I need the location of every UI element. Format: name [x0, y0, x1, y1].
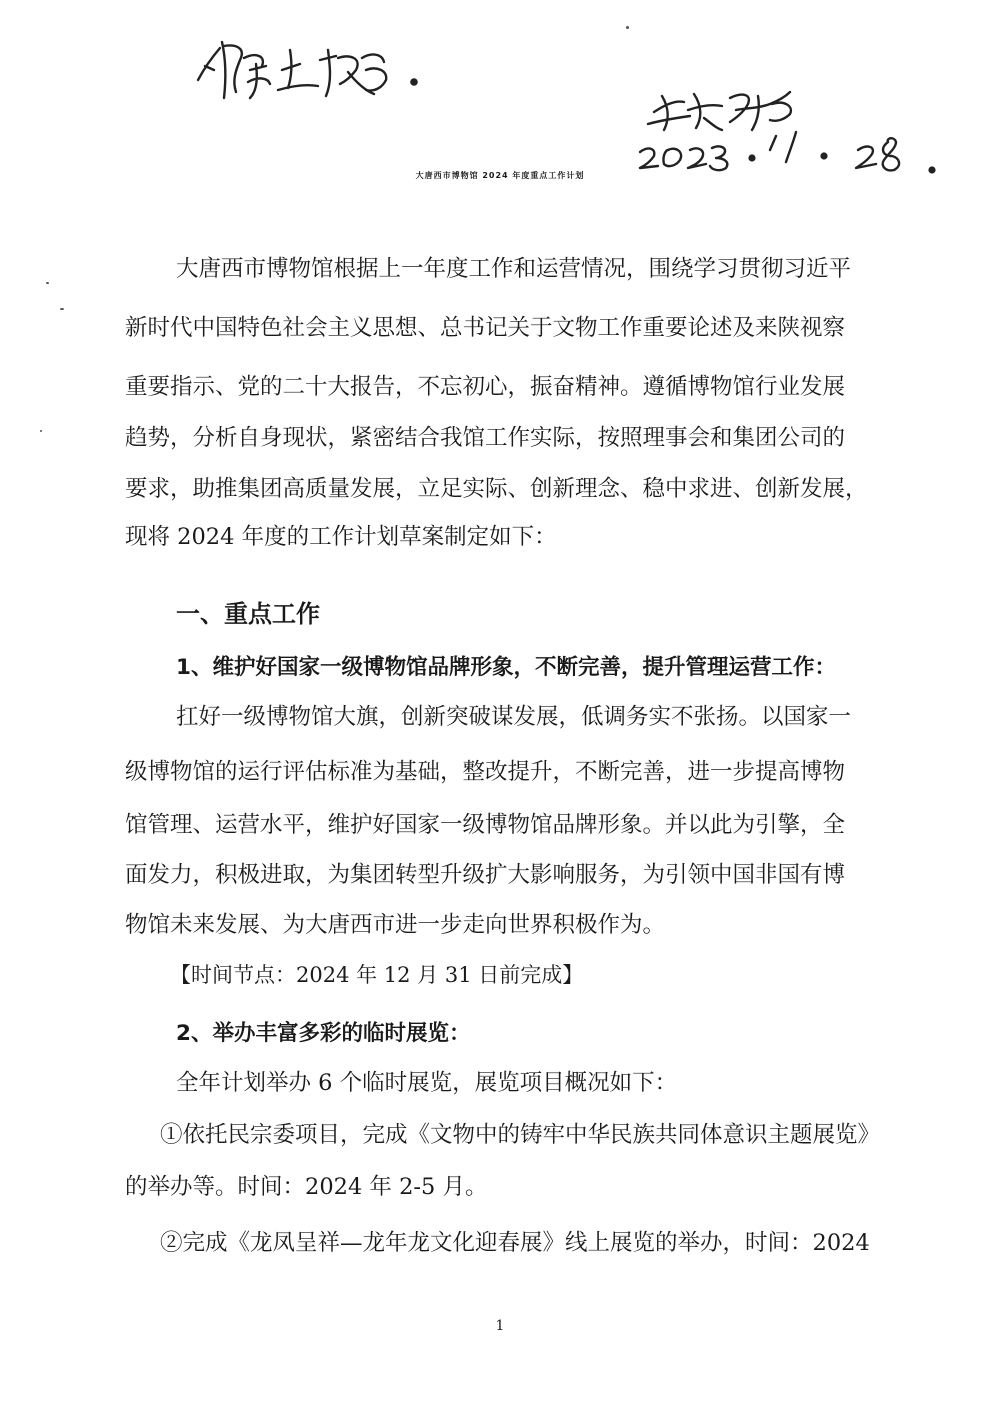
item-2-heading: 2、举办丰富多彩的临时展览：	[176, 1021, 471, 1046]
intro-line-4: 趋势，分析自身现状，紧密结合我馆工作实际，按照理事会和集团公司的	[125, 425, 846, 451]
item-1-line-2: 级博物馆的运行评估标准为基础，整改提升，不断完善，进一步提高博物	[125, 759, 846, 785]
scan-speck	[46, 282, 49, 284]
intro-line-1: 大唐西市博物馆根据上一年度工作和运营情况，围绕学习贯彻习近平	[176, 256, 852, 282]
intro-line-3: 重要指示、党的二十大报告，不忘初心，振奋精神。遵循博物馆行业发展	[125, 374, 846, 400]
item-1-heading: 1、维护好国家一级博物馆品牌形象，不断完善，提升管理运营工作：	[176, 655, 836, 680]
scan-speck	[40, 430, 42, 432]
item-2-line-4: ②完成《龙凤呈祥—龙年龙文化迎春展》线上展览的举办，时间：2024	[160, 1230, 870, 1256]
item-1-line-3: 馆管理、运营水平，维护好国家一级博物馆品牌形象。并以此为引擎，全	[125, 812, 846, 838]
item-1-deadline: 【时间节点：2024 年 12 月 31 日前完成】	[170, 963, 584, 987]
handwritten-date	[640, 132, 934, 172]
intro-line-5: 要求，助推集团高质量发展，立足实际、创新理念、稳中求进、创新发展，	[125, 476, 868, 502]
document-title: 大唐西市博物馆 2024 年度重点工作计划	[415, 171, 585, 180]
intro-line-2: 新时代中国特色社会主义思想、总书记关于文物工作重要论述及来陕视察	[125, 315, 846, 341]
handwritten-annotations	[0, 0, 1000, 220]
item-2-line-2: ①依托民宗委项目，完成《文物中的铸牢中华民族共同体意识主题展览》	[160, 1122, 881, 1148]
section-heading: 一、重点工作	[176, 600, 320, 628]
item-1-line-5: 物馆未来发展、为大唐西市进一步走向世界积极作为。	[125, 912, 666, 938]
intro-line-6: 现将 2024 年度的工作计划草案制定如下：	[125, 524, 557, 550]
scan-speck	[626, 26, 629, 29]
item-2-line-1: 全年计划举办 6 个临时展览，展览项目概况如下：	[176, 1070, 678, 1096]
item-2-line-3: 的举办等。时间：2024 年 2-5 月。	[125, 1174, 488, 1200]
scan-speck	[60, 308, 64, 310]
item-1-line-4: 面发力，积极进取，为集团转型升级扩大影响服务，为引领中国非国有博	[125, 862, 846, 888]
page-number: 1	[495, 1318, 505, 1334]
handwritten-instruction	[198, 42, 417, 98]
handwritten-signature	[648, 92, 791, 130]
item-1-line-1: 扛好一级博物馆大旗，创新突破谋发展，低调务实不张扬。以国家一	[176, 704, 852, 730]
